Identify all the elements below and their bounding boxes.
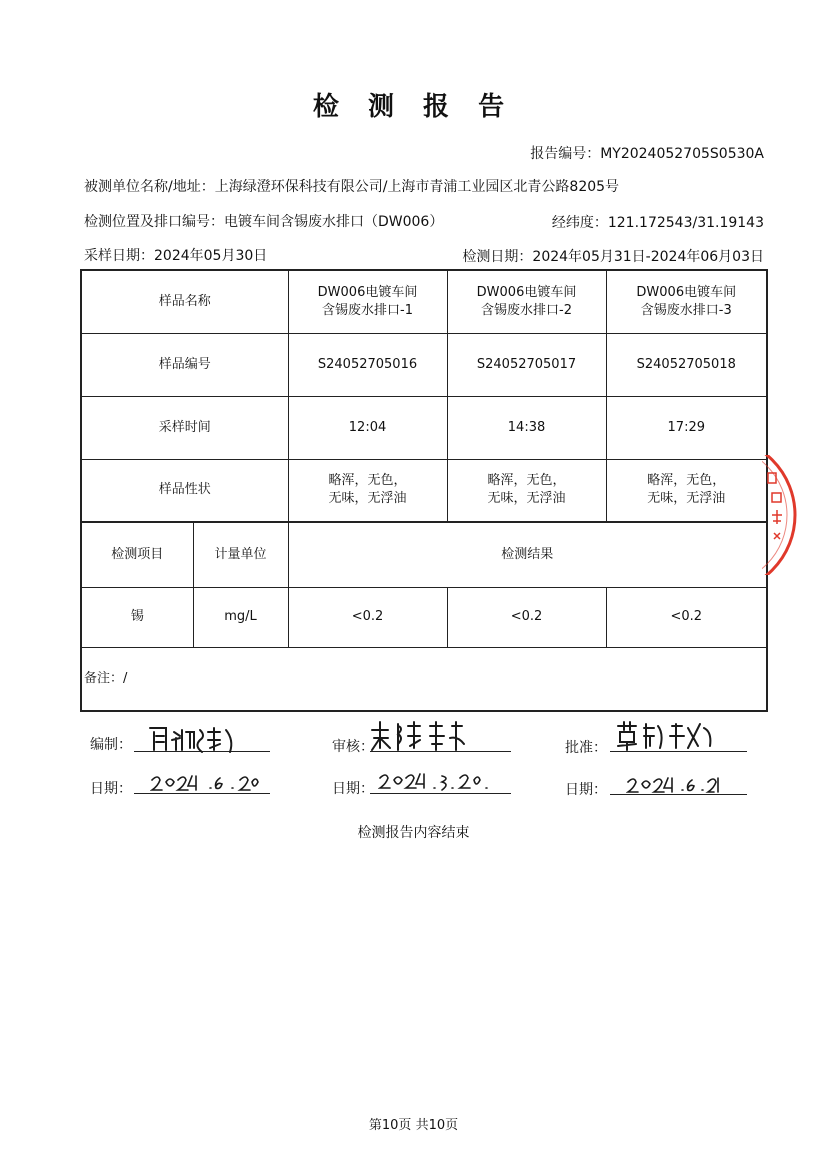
- table-row: [81, 333, 767, 396]
- table-row: [81, 270, 767, 333]
- sample-property-label: 样品性状: [81, 459, 288, 522]
- review-date-handwriting: [378, 770, 488, 794]
- compile-label: 编制：: [90, 737, 132, 753]
- sample-name-cell: DW006电镀车间 含锡废水排口-1: [288, 270, 447, 333]
- unit-header: 计量单位: [193, 522, 288, 587]
- compiler-signature: [146, 722, 246, 754]
- unit-cell: mg/L: [193, 587, 288, 647]
- result-cell: <0.2: [447, 587, 606, 647]
- sample-no-cell: S24052705018: [606, 333, 767, 396]
- test-position: 检测位置及排口编号：电镀车间含锡废水排口（DW006）: [84, 214, 444, 230]
- approve-date-label: 日期：: [565, 782, 607, 798]
- compile-date-label: 日期：: [90, 781, 132, 797]
- table-row: [81, 459, 767, 522]
- sample-property-cell: 略浑，无色， 无味，无浮油: [606, 459, 767, 522]
- sampling-time-cell: 12:04: [288, 396, 447, 459]
- result-cell: <0.2: [288, 587, 447, 647]
- sampling-time-label: 采样时间: [81, 396, 288, 459]
- sample-name-cell: DW006电镀车间 含锡废水排口-2: [447, 270, 606, 333]
- sample-no-label: 样品编号: [81, 333, 288, 396]
- sample-name-cell: DW006电镀车间 含锡废水排口-3: [606, 270, 767, 333]
- review-label: 审核：: [332, 739, 374, 755]
- sample-no-cell: S24052705017: [447, 333, 606, 396]
- item-cell: 锡: [81, 587, 193, 647]
- sampling-date: 采样日期：2024年05月30日: [84, 248, 268, 264]
- page-footer: 第10页 共10页: [368, 1118, 459, 1133]
- report-title: 检 测 报 告: [312, 92, 515, 122]
- results-table: [80, 269, 768, 712]
- sample-property-cell: 略浑，无色， 无味，无浮油: [447, 459, 606, 522]
- sampling-time-cell: 17:29: [606, 396, 767, 459]
- table-row: [81, 396, 767, 459]
- sample-property-cell: 略浑，无色， 无味，无浮油: [288, 459, 447, 522]
- report-number: 报告编号：MY2024052705S0530A: [530, 146, 764, 162]
- sampling-time-cell: 14:38: [447, 396, 606, 459]
- approve-label: 批准：: [565, 740, 607, 756]
- result-cell: <0.2: [606, 587, 767, 647]
- compile-date-handwriting: [150, 772, 260, 794]
- coordinates: 经纬度：121.172543/31.19143: [551, 215, 764, 231]
- table-row: [81, 587, 767, 647]
- result-header: 检测结果: [288, 522, 767, 587]
- sample-name-label: 样品名称: [81, 270, 288, 333]
- sample-no-cell: S24052705016: [288, 333, 447, 396]
- reviewer-signature: [370, 716, 480, 754]
- table-row: [81, 522, 767, 587]
- report-end-text: 检测报告内容结束: [357, 825, 470, 841]
- table-row: [81, 647, 767, 711]
- approver-signature: [614, 718, 724, 752]
- tested-unit-address: 被测单位名称/地址：上海绿澄环保科技有限公司/上海市青浦工业园区北青公路8205号: [84, 179, 620, 195]
- test-date: 检测日期：2024年05月31日-2024年06月03日: [462, 249, 764, 265]
- approve-date-handwriting: [626, 774, 722, 796]
- review-date-label: 日期：: [332, 781, 374, 797]
- item-header: 检测项目: [81, 522, 193, 587]
- remark-cell: 备注：/: [81, 647, 767, 711]
- company-seal: [762, 455, 802, 575]
